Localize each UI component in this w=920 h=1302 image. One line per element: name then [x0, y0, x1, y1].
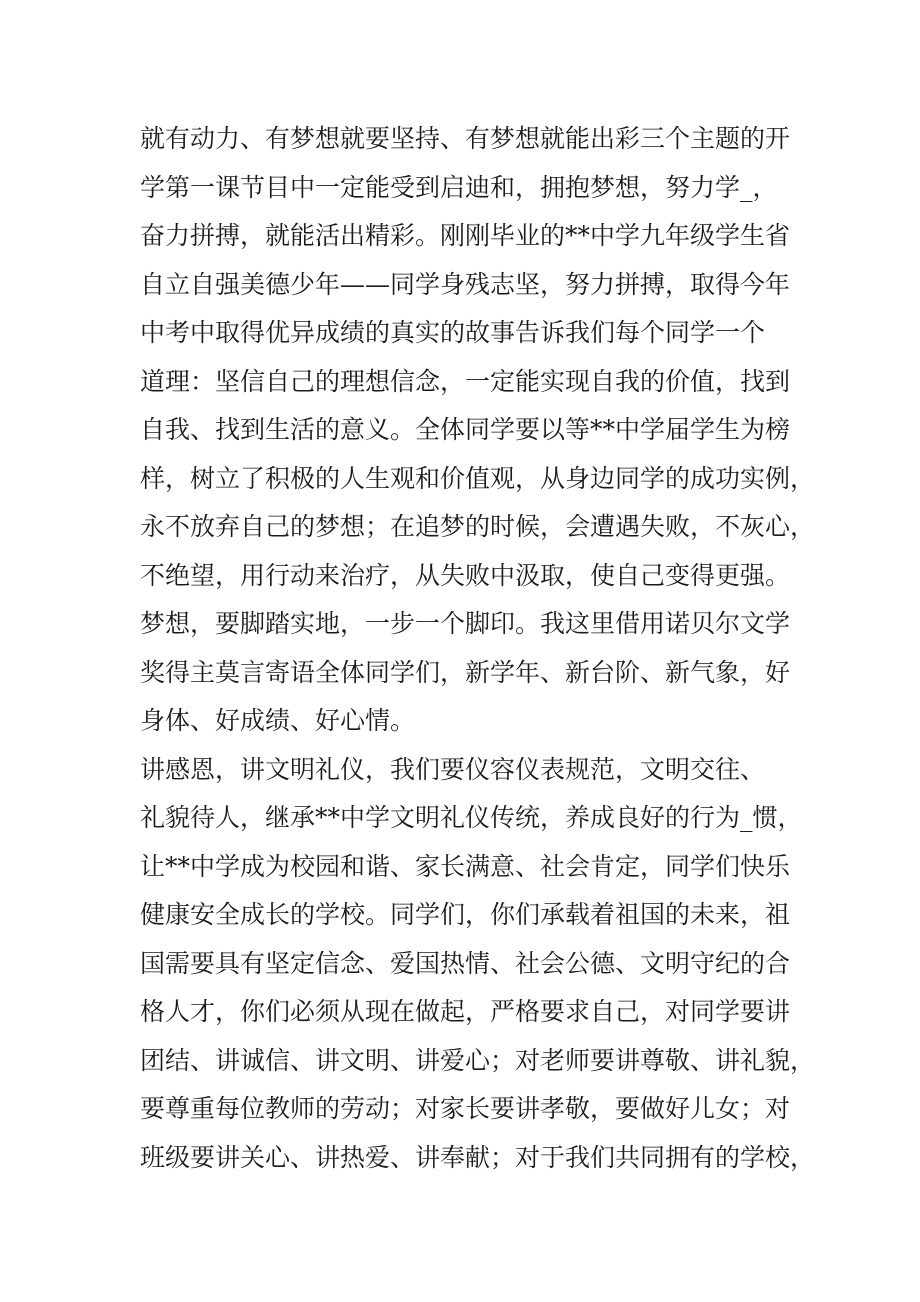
text-line: 班级要讲关心、讲热爱、讲奉献；对于我们共同拥有的学校， [140, 1142, 816, 1172]
text-line: 自我、找到生活的意义。全体同学要以等**中学届学生为榜 [140, 415, 791, 444]
text-line: 梦想，要脚踏实地，一步一个脚印。我这里借用诺贝尔文学 [140, 609, 791, 638]
text-line: 格人才，你们必须从现在做起，严格要求自己，对同学要讲 [140, 997, 791, 1026]
text-line: 学第一课节目中一定能受到启迪和，拥抱梦想，努力学_， [140, 172, 778, 202]
text-line: 永不放弃自己的梦想；在追梦的时候，会遭遇失败，不灰心， [140, 512, 816, 541]
text-line: 要尊重每位教师的劳动；对家长要讲孝敬，要做好儿女；对 [140, 1094, 791, 1123]
text-line: 团结、讲诚信、讲文明、讲爱心；对老师要讲尊敬、讲礼貌， [140, 1045, 816, 1075]
text-line: 样，树立了积极的人生观和价值观，从身边同学的成功实例， [140, 463, 816, 493]
text-line: 国需要具有坚定信念、爱国热情、社会公德、文明守纪的合 [140, 948, 791, 978]
text-line: 身体、好成绩、好心情。 [140, 706, 416, 735]
text-line: 中考中取得优异成绩的真实的故事告诉我们每个同学一个 [140, 318, 766, 347]
text-line: 不绝望，用行动来治疗，从失败中汲取，使自己变得更强。 [140, 560, 791, 590]
text-line: 礼貌待人，继承**中学文明礼仪传统，养成良好的行为_惯， [140, 803, 803, 832]
text-line: 自立自强美德少年——同学身残志坚，努力拼搏，取得今年 [140, 269, 791, 299]
text-line: 奖得主莫言寄语全体同学们，新学年、新台阶、新气象，好 [140, 657, 791, 687]
text-line: 讲感恩，讲文明礼仪，我们要仪容仪表规范，文明交往、 [140, 754, 766, 784]
text-line: 奋力拼搏，就能活出精彩。刚刚毕业的**中学九年级学生省 [140, 221, 791, 250]
text-line: 健康安全成长的学校。同学们，你们承载着祖国的未来，祖 [140, 900, 791, 929]
text-line: 就有动力、有梦想就要坚持、有梦想就能出彩三个主题的开 [140, 124, 791, 153]
body-text [140, 115, 816, 1182]
text-line: 道理：坚信自己的理想信念，一定能实现自我的价值，找到 [140, 366, 791, 396]
text-line: 让**中学成为校园和谐、家长满意、社会肯定，同学们快乐 [140, 851, 791, 881]
